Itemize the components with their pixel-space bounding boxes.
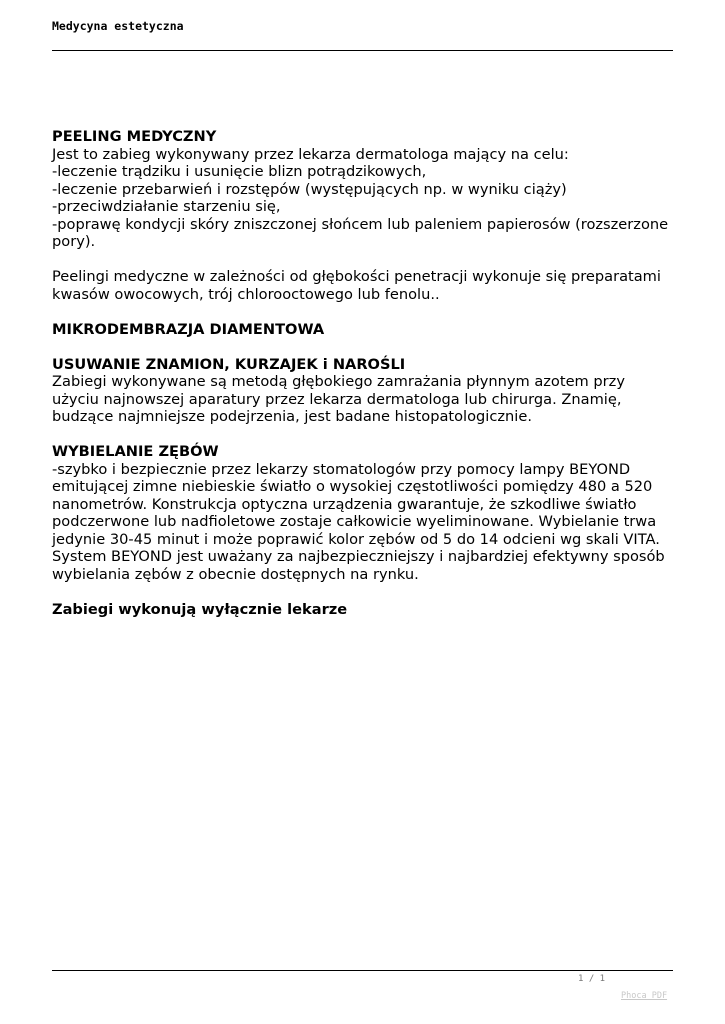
paragraph-line: System BEYOND jest uważany za najbezpieczniejszy i najbardziej efektywny sposób bbox=[52, 548, 665, 565]
phoca-pdf-watermark-link[interactable]: Phoca PDF bbox=[621, 991, 668, 1001]
section-heading-mikrodermabrazja: MIKRODEMBRAZJA DIAMENTOWA bbox=[52, 320, 325, 338]
paragraph-spacer bbox=[52, 426, 677, 444]
paragraph-spacer bbox=[52, 303, 677, 321]
document-body bbox=[52, 128, 677, 618]
paragraph-line: Jest to zabieg wykonywany przez lekarza dermatologa mający na celu: bbox=[52, 145, 569, 163]
paragraph-line: budzące najmniejsze podejrzenia, jest badane histopatologicznie. bbox=[52, 408, 532, 425]
paragraph-line: jedynie 30-45 minut i może poprawić kolor zębów od 5 do 14 odcieni wg skali VITA. bbox=[52, 530, 660, 548]
closing-statement: Zabiegi wykonują wyłącznie lekarze bbox=[52, 600, 348, 618]
paragraph-line: Zabiegi wykonywane są metodą głębokiego zamrażania płynnym azotem przy bbox=[52, 373, 625, 390]
section-heading-wybielanie: WYBIELANIE ZĘBÓW bbox=[52, 443, 219, 460]
paragraph-spacer bbox=[52, 338, 677, 356]
paragraph-line: podczerwone lub nadfioletowe zostaje całkowicie wyeliminowane. Wybielanie trwa bbox=[52, 513, 657, 530]
paragraph-line: -szybko i bezpiecznie przez lekarzy stomatologów przy pomocy lampy BEYOND bbox=[52, 460, 631, 478]
paragraph-line: nanometrów. Konstrukcja optyczna urządzenia gwarantuje, że szkodliwe światło bbox=[52, 495, 637, 513]
document-header-title: Medycyna estetyczna bbox=[52, 19, 184, 33]
paragraph-line: kwasów owocowych, trój chlorooctowego lub fenolu.. bbox=[52, 285, 440, 303]
footer-divider bbox=[52, 970, 673, 971]
list-item: -leczenie przebarwień i rozstępów (występujących np. w wyniku ciąży) bbox=[52, 180, 567, 198]
section-heading-peeling: PEELING MEDYCZNY bbox=[52, 128, 217, 145]
paragraph-line: wybielania zębów z obecnie dostępnych na rynku. bbox=[52, 565, 419, 583]
paragraph-line: Peelingi medyczne w zależności od głębokości penetracji wykonuje się preparatami bbox=[52, 268, 661, 285]
list-item: -leczenie trądziku i usunięcie blizn potrądzikowych, bbox=[52, 163, 427, 180]
header-divider bbox=[52, 50, 673, 51]
list-item: -przeciwdziałanie starzeniu się, bbox=[52, 198, 281, 215]
paragraph-line: użyciu najnowszej aparatury przez lekarza dermatologa lub chirurga. Znamię, bbox=[52, 390, 622, 408]
page-number: 1 / 1 bbox=[578, 974, 606, 984]
list-item: -poprawę kondycji skóry zniszczonej słońcem lub paleniem papierosów (rozszerzone bbox=[52, 215, 669, 233]
list-item-continuation: pory). bbox=[52, 233, 96, 250]
section-heading-znamiona: USUWANIE ZNAMION, KURZAJEK i NAROŚLI bbox=[52, 355, 406, 373]
paragraph-spacer bbox=[52, 251, 677, 269]
paragraph-spacer bbox=[52, 583, 677, 601]
paragraph-line: emitującej zimne niebieskie światło o wysokiej częstotliwości pomiędzy 480 a 520 bbox=[52, 478, 653, 495]
